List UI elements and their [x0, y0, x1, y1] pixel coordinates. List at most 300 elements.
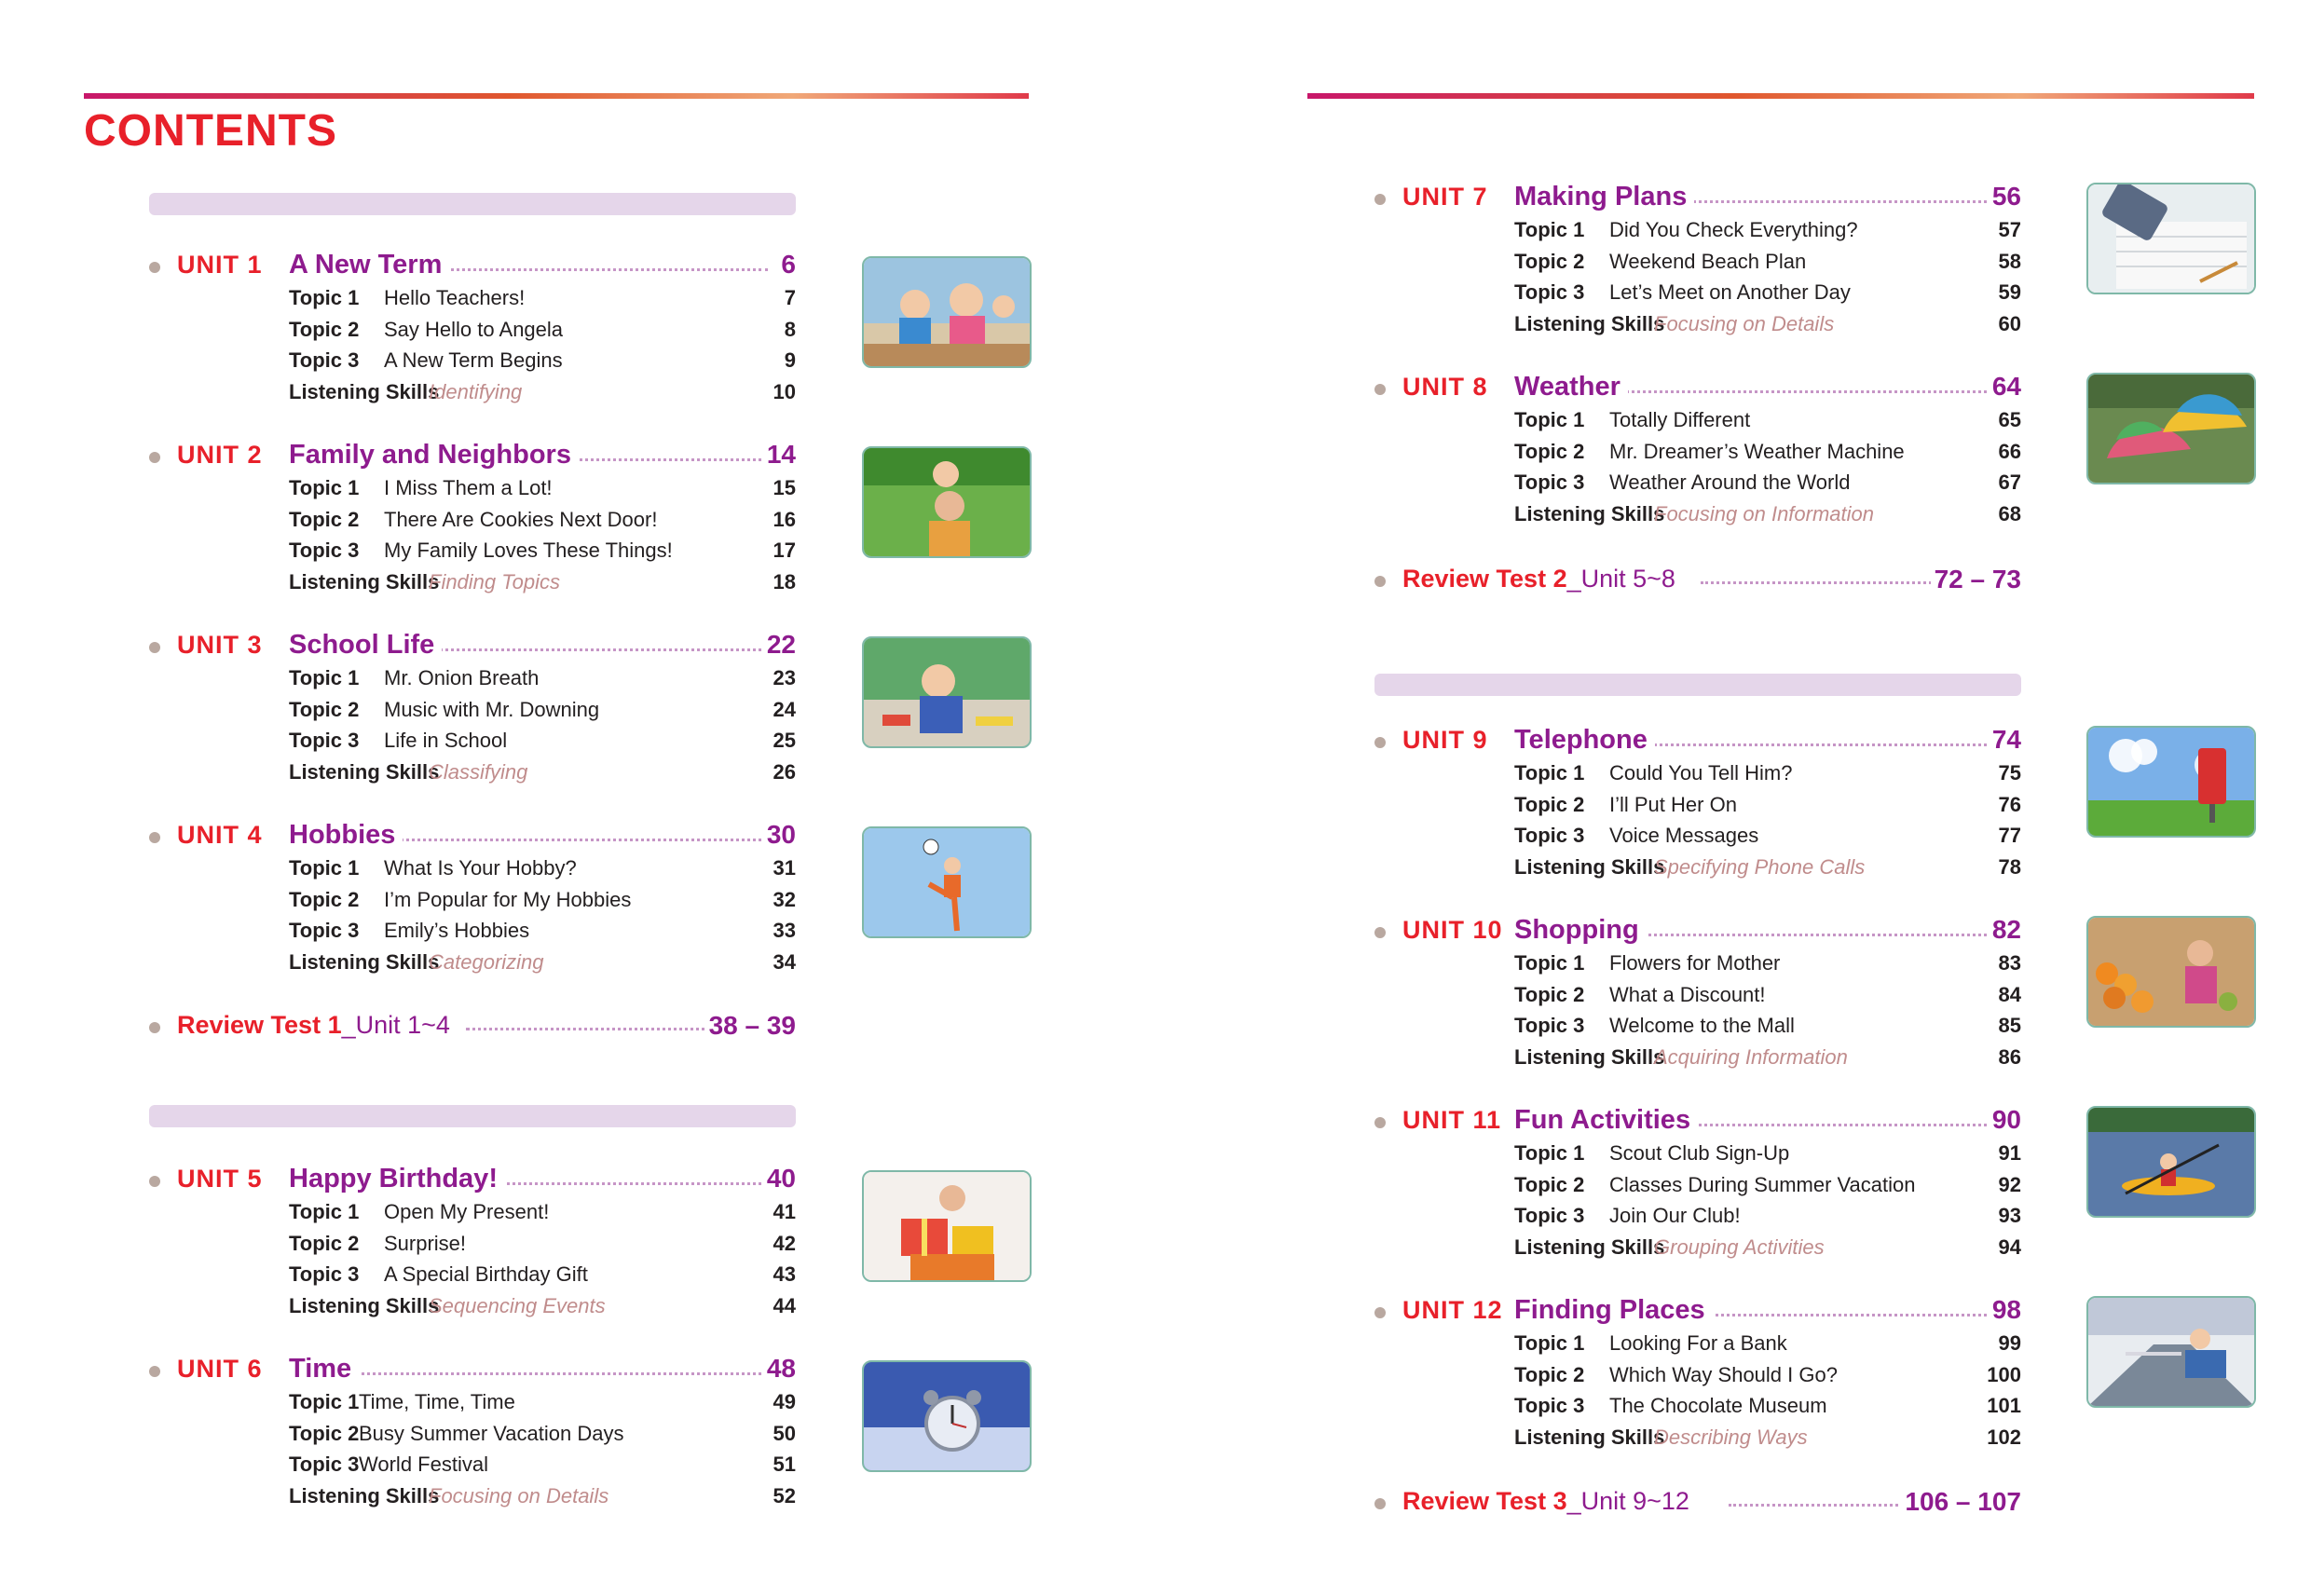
row-label: Topic 1 — [1514, 408, 1585, 431]
listening-skills-row[interactable] — [149, 1480, 796, 1512]
row-page-number: 101 — [1987, 1394, 2021, 1418]
unit-title: Finding Places — [1514, 1295, 1713, 1326]
unit-number: UNIT 8 — [1402, 373, 1488, 401]
row-page-number: 41 — [773, 1200, 796, 1223]
row-label: Listening Skills — [1514, 502, 1665, 526]
bullet-icon — [1374, 737, 1386, 748]
listening-skills-row[interactable] — [149, 376, 796, 408]
topic-title: Weather Around the World — [1609, 471, 1851, 495]
unit-heading[interactable] — [1374, 1106, 2021, 1138]
review-name: Review Test 3 — [1402, 1487, 1567, 1515]
unit-title: A New Term — [289, 250, 449, 280]
row-page-number: 10 — [773, 380, 796, 404]
row-label: Topic 2 — [289, 697, 360, 721]
unit-title: Family and Neighbors — [289, 440, 579, 471]
topic-title: Voice Messages — [1609, 824, 1759, 848]
topic-row[interactable] — [1374, 214, 2021, 246]
topic-title: A Special Birthday Gift — [384, 1262, 588, 1287]
row-label: Topic 2 — [289, 1421, 360, 1445]
unit-title: School Life — [289, 630, 442, 661]
row-page-number: 86 — [1998, 1045, 2021, 1070]
row-page-number: 102 — [1987, 1425, 2021, 1450]
snowy-road-photo — [2086, 1296, 2256, 1408]
row-label: Listening Skills — [289, 1294, 440, 1318]
bullet-icon — [149, 1022, 160, 1033]
row-page-number: 93 — [1998, 1204, 2021, 1228]
unit-entry — [149, 441, 796, 598]
listening-skills-row[interactable] — [1374, 852, 2021, 883]
unit-title: Making Plans — [1514, 182, 1694, 212]
topic-row[interactable] — [1374, 467, 2021, 498]
review-test-entry[interactable] — [1374, 1487, 2021, 1521]
row-label: Topic 2 — [289, 887, 360, 911]
row-label: Topic 2 — [289, 507, 360, 531]
unit-heading[interactable] — [149, 1355, 796, 1386]
topic-title: Surprise! — [384, 1231, 467, 1255]
topic-row[interactable] — [149, 1196, 796, 1228]
row-page-number: 92 — [1998, 1172, 2021, 1196]
row-label: Topic 2 — [1514, 1172, 1585, 1196]
bullet-icon — [149, 642, 160, 653]
unit-page-number: 48 — [763, 1354, 796, 1384]
phone-booth-photo — [2086, 726, 2256, 838]
bullet-icon — [1374, 384, 1386, 395]
unit-entry — [1374, 1296, 2021, 1453]
skill-name: Focusing on Details — [1654, 312, 1835, 336]
topic-title: What Is Your Hobby? — [384, 856, 577, 880]
row-label: Topic 1 — [1514, 951, 1585, 975]
fruit-market-photo — [2086, 916, 2256, 1028]
skill-name: Grouping Activities — [1654, 1235, 1825, 1260]
topic-row[interactable] — [1374, 789, 2021, 821]
topic-title: Join Our Club! — [1609, 1204, 1741, 1228]
row-page-number: 43 — [773, 1262, 796, 1287]
row-page-number: 77 — [1998, 824, 2021, 848]
unit-entry — [1374, 916, 2021, 1073]
topic-title: Totally Different — [1609, 408, 1751, 431]
row-label: Topic 1 — [1514, 1331, 1585, 1355]
unit-page-number: 30 — [763, 820, 796, 850]
unit-heading[interactable] — [149, 1165, 796, 1196]
unit-heading[interactable] — [149, 251, 796, 282]
topic-row[interactable] — [149, 1449, 796, 1480]
row-page-number: 65 — [1998, 408, 2021, 431]
topic-row[interactable] — [1374, 979, 2021, 1011]
topic-row[interactable] — [1374, 1328, 2021, 1359]
row-page-number: 26 — [773, 760, 796, 784]
topic-title: Which Way Should I Go? — [1609, 1362, 1838, 1386]
row-label: Topic 1 — [289, 1390, 360, 1413]
row-page-number: 100 — [1987, 1362, 2021, 1386]
row-page-number: 18 — [773, 570, 796, 594]
row-page-number: 99 — [1998, 1331, 2021, 1355]
alarm-clock-photo — [862, 1360, 1032, 1472]
left-top-rule — [84, 93, 1029, 99]
topic-title: Mr. Onion Breath — [384, 666, 540, 689]
listening-skills-row[interactable] — [149, 947, 796, 978]
topic-row[interactable] — [149, 1259, 796, 1290]
kayak-photo — [2086, 1106, 2256, 1218]
bullet-icon — [149, 452, 160, 463]
unit-title: Time — [289, 1354, 359, 1385]
row-label: Listening Skills — [1514, 1425, 1665, 1450]
topic-title: I Miss Them a Lot! — [384, 476, 553, 499]
birthday-gifts-photo — [862, 1170, 1032, 1282]
row-label: Topic 3 — [289, 729, 360, 753]
unit-title: Weather — [1514, 372, 1628, 402]
dot-leader — [466, 1028, 712, 1030]
row-label: Listening Skills — [1514, 312, 1665, 336]
unit-number: UNIT 11 — [1402, 1106, 1502, 1134]
review-name: Review Test 2 — [1402, 565, 1567, 593]
row-label: Topic 2 — [289, 1231, 360, 1255]
row-label: Topic 1 — [1514, 1141, 1585, 1165]
row-label: Listening Skills — [289, 380, 440, 404]
topic-title: Flowers for Mother — [1609, 951, 1781, 975]
topic-row[interactable] — [149, 282, 796, 314]
review-page-range: 72 – 73 — [1931, 565, 2021, 594]
unit-entry — [1374, 726, 2021, 883]
topic-title: Time, Time, Time — [359, 1390, 515, 1413]
row-label: Topic 2 — [1514, 439, 1585, 463]
listening-skills-row[interactable] — [1374, 498, 2021, 530]
unit-heading[interactable] — [149, 821, 796, 853]
topic-title: Could You Tell Him? — [1609, 761, 1793, 784]
dot-leader — [294, 1372, 768, 1375]
row-label: Listening Skills — [1514, 1235, 1665, 1260]
topic-row[interactable] — [1374, 1359, 2021, 1391]
unit-heading[interactable] — [1374, 373, 2021, 404]
topic-title: My Family Loves These Things! — [384, 539, 673, 563]
row-label: Listening Skills — [1514, 1045, 1665, 1070]
review-name: Review Test 1 — [177, 1011, 342, 1039]
skill-name: Classifying — [429, 760, 528, 784]
row-label: Topic 1 — [289, 1200, 360, 1223]
row-label: Topic 2 — [1514, 792, 1585, 816]
row-label: Listening Skills — [289, 1484, 440, 1508]
row-label: Topic 3 — [1514, 1394, 1585, 1418]
topic-title: Let’s Meet on Another Day — [1609, 280, 1851, 305]
unit-number: UNIT 7 — [1402, 183, 1488, 211]
listening-skills-row[interactable] — [1374, 1042, 2021, 1073]
skill-name: Sequencing Events — [429, 1294, 606, 1318]
family-park-photo — [862, 446, 1032, 558]
bullet-icon — [1374, 1498, 1386, 1509]
unit-heading[interactable] — [149, 631, 796, 662]
unit-entry — [1374, 373, 2021, 530]
topic-row[interactable] — [1374, 948, 2021, 979]
row-page-number: 52 — [773, 1484, 796, 1508]
unit-entry — [149, 1355, 796, 1512]
row-page-number: 68 — [1998, 502, 2021, 526]
row-page-number: 8 — [784, 317, 796, 341]
bullet-icon — [149, 1176, 160, 1187]
unit-number: UNIT 12 — [1402, 1296, 1503, 1324]
row-page-number: 33 — [773, 919, 796, 943]
topic-row[interactable] — [1374, 1138, 2021, 1169]
topic-title: Emily’s Hobbies — [384, 919, 530, 943]
unit-title: Shopping — [1514, 915, 1647, 946]
row-page-number: 58 — [1998, 249, 2021, 273]
topic-row[interactable] — [1374, 1200, 2021, 1232]
topic-row[interactable] — [149, 662, 796, 694]
topic-row[interactable] — [149, 472, 796, 504]
row-label: Topic 1 — [1514, 218, 1585, 241]
bullet-icon — [1374, 1117, 1386, 1128]
row-page-number: 78 — [1998, 855, 2021, 880]
unit-heading[interactable] — [1374, 726, 2021, 757]
bullet-icon — [1374, 194, 1386, 205]
row-page-number: 15 — [773, 476, 796, 499]
topic-title: There Are Cookies Next Door! — [384, 507, 658, 531]
row-page-number: 66 — [1998, 439, 2021, 463]
topic-title: I’m Popular for My Hobbies — [384, 887, 632, 911]
listening-skills-row[interactable] — [149, 1290, 796, 1322]
topic-row[interactable] — [1374, 1390, 2021, 1422]
unit-number: UNIT 5 — [177, 1165, 263, 1193]
row-label: Topic 3 — [289, 1262, 360, 1287]
topic-title: Busy Summer Vacation Days — [359, 1421, 624, 1445]
topic-row[interactable] — [1374, 277, 2021, 308]
topic-row[interactable] — [1374, 436, 2021, 468]
row-page-number: 94 — [1998, 1235, 2021, 1260]
row-page-number: 76 — [1998, 792, 2021, 816]
bullet-icon — [1374, 576, 1386, 587]
row-label: Topic 3 — [1514, 1204, 1585, 1228]
umbrellas-photo — [2086, 373, 2256, 484]
review-range: _Unit 5~8 — [1566, 565, 1675, 593]
row-page-number: 17 — [773, 539, 796, 563]
topic-title: Weekend Beach Plan — [1609, 249, 1807, 273]
skill-name: Focusing on Information — [1654, 502, 1875, 526]
row-label: Topic 2 — [289, 317, 360, 341]
topic-title: A New Term Begins — [384, 348, 563, 373]
topic-row[interactable] — [1374, 820, 2021, 852]
topic-title: Music with Mr. Downing — [384, 697, 600, 721]
unit-entry — [149, 251, 796, 408]
topic-row[interactable] — [149, 314, 796, 346]
bullet-icon — [149, 1366, 160, 1377]
unit-entry — [1374, 183, 2021, 340]
row-label: Listening Skills — [289, 570, 440, 594]
row-label: Listening Skills — [289, 950, 440, 975]
unit-title: Fun Activities — [1514, 1105, 1698, 1136]
topic-title: Life in School — [384, 729, 508, 753]
unit-heading[interactable] — [1374, 183, 2021, 214]
row-label: Topic 1 — [289, 856, 360, 880]
row-label: Topic 3 — [1514, 471, 1585, 495]
topic-row[interactable] — [149, 1228, 796, 1260]
row-label: Topic 1 — [289, 666, 360, 689]
row-label: Topic 1 — [289, 476, 360, 499]
row-page-number: 84 — [1998, 982, 2021, 1006]
topic-row[interactable] — [149, 915, 796, 947]
topic-row[interactable] — [149, 504, 796, 536]
row-label: Topic 1 — [1514, 761, 1585, 784]
unit-page-number: 90 — [1989, 1105, 2021, 1135]
unit-entry — [1374, 1106, 2021, 1263]
topic-title: Welcome to the Mall — [1609, 1014, 1795, 1038]
row-label: Topic 3 — [289, 919, 360, 943]
topic-title: Scout Club Sign-Up — [1609, 1141, 1790, 1165]
unit-title: Happy Birthday! — [289, 1164, 505, 1194]
row-label: Topic 2 — [1514, 982, 1585, 1006]
unit-entry — [149, 631, 796, 788]
topic-row[interactable] — [149, 535, 796, 566]
topic-row[interactable] — [1374, 1169, 2021, 1201]
row-page-number: 85 — [1998, 1014, 2021, 1038]
page-title: CONTENTS — [84, 106, 337, 156]
topic-row[interactable] — [1374, 404, 2021, 436]
topic-row[interactable] — [149, 1386, 796, 1418]
review-page-range: 38 – 39 — [705, 1011, 796, 1041]
unit-heading[interactable] — [1374, 916, 2021, 948]
row-page-number: 67 — [1998, 471, 2021, 495]
row-page-number: 50 — [773, 1421, 796, 1445]
skill-name: Acquiring Information — [1654, 1045, 1848, 1070]
row-label: Topic 3 — [289, 1453, 360, 1477]
topic-row[interactable] — [149, 725, 796, 757]
review-range: _Unit 1~4 — [341, 1011, 450, 1039]
unit-number: UNIT 3 — [177, 631, 263, 659]
unit-entry — [149, 821, 796, 978]
row-page-number: 49 — [773, 1390, 796, 1413]
topic-row[interactable] — [149, 345, 796, 376]
row-page-number: 31 — [773, 856, 796, 880]
review-title — [1402, 1487, 1695, 1516]
row-label: Topic 2 — [1514, 1362, 1585, 1386]
dot-leader — [1701, 581, 1937, 584]
topic-title: Say Hello to Angela — [384, 317, 564, 341]
review-test-entry[interactable] — [149, 1011, 796, 1044]
unit-page-number: 64 — [1989, 372, 2021, 402]
section-divider-3 — [1374, 674, 2021, 696]
topic-title: Did You Check Everything? — [1609, 218, 1858, 241]
review-page-range: 106 – 107 — [1901, 1487, 2021, 1517]
row-page-number: 75 — [1998, 761, 2021, 784]
unit-page-number: 56 — [1989, 182, 2021, 211]
review-test-entry[interactable] — [1374, 565, 2021, 598]
bullet-icon — [149, 832, 160, 843]
topic-title: Mr. Dreamer’s Weather Machine — [1609, 439, 1905, 463]
row-label: Topic 1 — [289, 286, 360, 309]
row-label: Topic 3 — [289, 348, 360, 373]
unit-number: UNIT 4 — [177, 821, 263, 849]
row-page-number: 32 — [773, 887, 796, 911]
topic-title: I’ll Put Her On — [1609, 792, 1737, 816]
row-page-number: 9 — [784, 348, 796, 373]
row-label: Listening Skills — [1514, 855, 1665, 880]
unit-title: Hobbies — [289, 820, 403, 851]
unit-number: UNIT 1 — [177, 251, 263, 279]
listening-skills-row[interactable] — [1374, 308, 2021, 340]
skill-name: Finding Topics — [429, 570, 561, 594]
unit-title: Telephone — [1514, 725, 1655, 756]
skill-name: Describing Ways — [1654, 1425, 1808, 1450]
unit-number: UNIT 2 — [177, 441, 263, 469]
topic-title: Open My Present! — [384, 1200, 550, 1223]
skill-name: Categorizing — [429, 950, 544, 975]
student-desk-photo — [862, 636, 1032, 748]
unit-page-number: 14 — [763, 440, 796, 470]
row-label: Topic 3 — [289, 539, 360, 563]
row-page-number: 24 — [773, 697, 796, 721]
section-divider-1 — [149, 193, 796, 215]
row-page-number: 34 — [773, 950, 796, 975]
unit-number: UNIT 9 — [1402, 726, 1488, 754]
skill-name: Focusing on Details — [429, 1484, 609, 1508]
topic-row[interactable] — [1374, 757, 2021, 789]
row-page-number: 83 — [1998, 951, 2021, 975]
right-top-rule — [1307, 93, 2254, 99]
topic-title: What a Discount! — [1609, 982, 1766, 1006]
unit-heading[interactable] — [1374, 1296, 2021, 1328]
unit-page-number: 82 — [1989, 915, 2021, 945]
unit-page-number: 40 — [763, 1164, 796, 1194]
review-range: _Unit 9~12 — [1566, 1487, 1689, 1515]
bullet-icon — [1374, 927, 1386, 938]
unit-page-number: 22 — [763, 630, 796, 660]
row-page-number: 51 — [773, 1453, 796, 1477]
classroom-photo — [862, 256, 1032, 368]
skill-name: Identifying — [429, 380, 523, 404]
unit-entry — [149, 1165, 796, 1322]
row-label: Topic 2 — [1514, 249, 1585, 273]
row-label: Topic 3 — [1514, 1014, 1585, 1038]
listening-skills-row[interactable] — [149, 566, 796, 598]
bullet-icon — [149, 262, 160, 273]
topic-title: Classes During Summer Vacation — [1609, 1172, 1916, 1196]
unit-page-number: 74 — [1989, 725, 2021, 755]
planner-phone-photo — [2086, 183, 2256, 294]
topic-row[interactable] — [149, 853, 796, 884]
listening-skills-row[interactable] — [1374, 1232, 2021, 1263]
row-label: Listening Skills — [289, 760, 440, 784]
listening-skills-row[interactable] — [1374, 1422, 2021, 1453]
topic-row[interactable] — [149, 1418, 796, 1450]
row-page-number: 42 — [773, 1231, 796, 1255]
row-label: Topic 3 — [1514, 280, 1585, 305]
unit-page-number: 98 — [1989, 1295, 2021, 1325]
row-page-number: 44 — [773, 1294, 796, 1318]
topic-row[interactable] — [149, 884, 796, 916]
topic-title: Looking For a Bank — [1609, 1331, 1787, 1355]
row-page-number: 23 — [773, 666, 796, 689]
bullet-icon — [1374, 1307, 1386, 1318]
row-page-number: 91 — [1998, 1141, 2021, 1165]
unit-number: UNIT 6 — [177, 1355, 263, 1383]
row-page-number: 59 — [1998, 280, 2021, 305]
soccer-kick-photo — [862, 826, 1032, 938]
section-divider-2 — [149, 1105, 796, 1127]
topic-row[interactable] — [1374, 1010, 2021, 1042]
row-label: Topic 3 — [1514, 824, 1585, 848]
row-page-number: 16 — [773, 507, 796, 531]
row-page-number: 25 — [773, 729, 796, 753]
unit-page-number: 6 — [777, 250, 796, 280]
review-title — [1402, 565, 1681, 593]
topic-title: Hello Teachers! — [384, 286, 526, 309]
unit-number: UNIT 10 — [1402, 916, 1503, 944]
review-title — [177, 1011, 456, 1040]
topic-row[interactable] — [149, 694, 796, 726]
listening-skills-row[interactable] — [149, 757, 796, 788]
topic-row[interactable] — [1374, 246, 2021, 278]
unit-heading[interactable] — [149, 441, 796, 472]
row-page-number: 7 — [784, 286, 796, 309]
skill-name: Specifying Phone Calls — [1654, 855, 1866, 880]
row-page-number: 57 — [1998, 218, 2021, 241]
